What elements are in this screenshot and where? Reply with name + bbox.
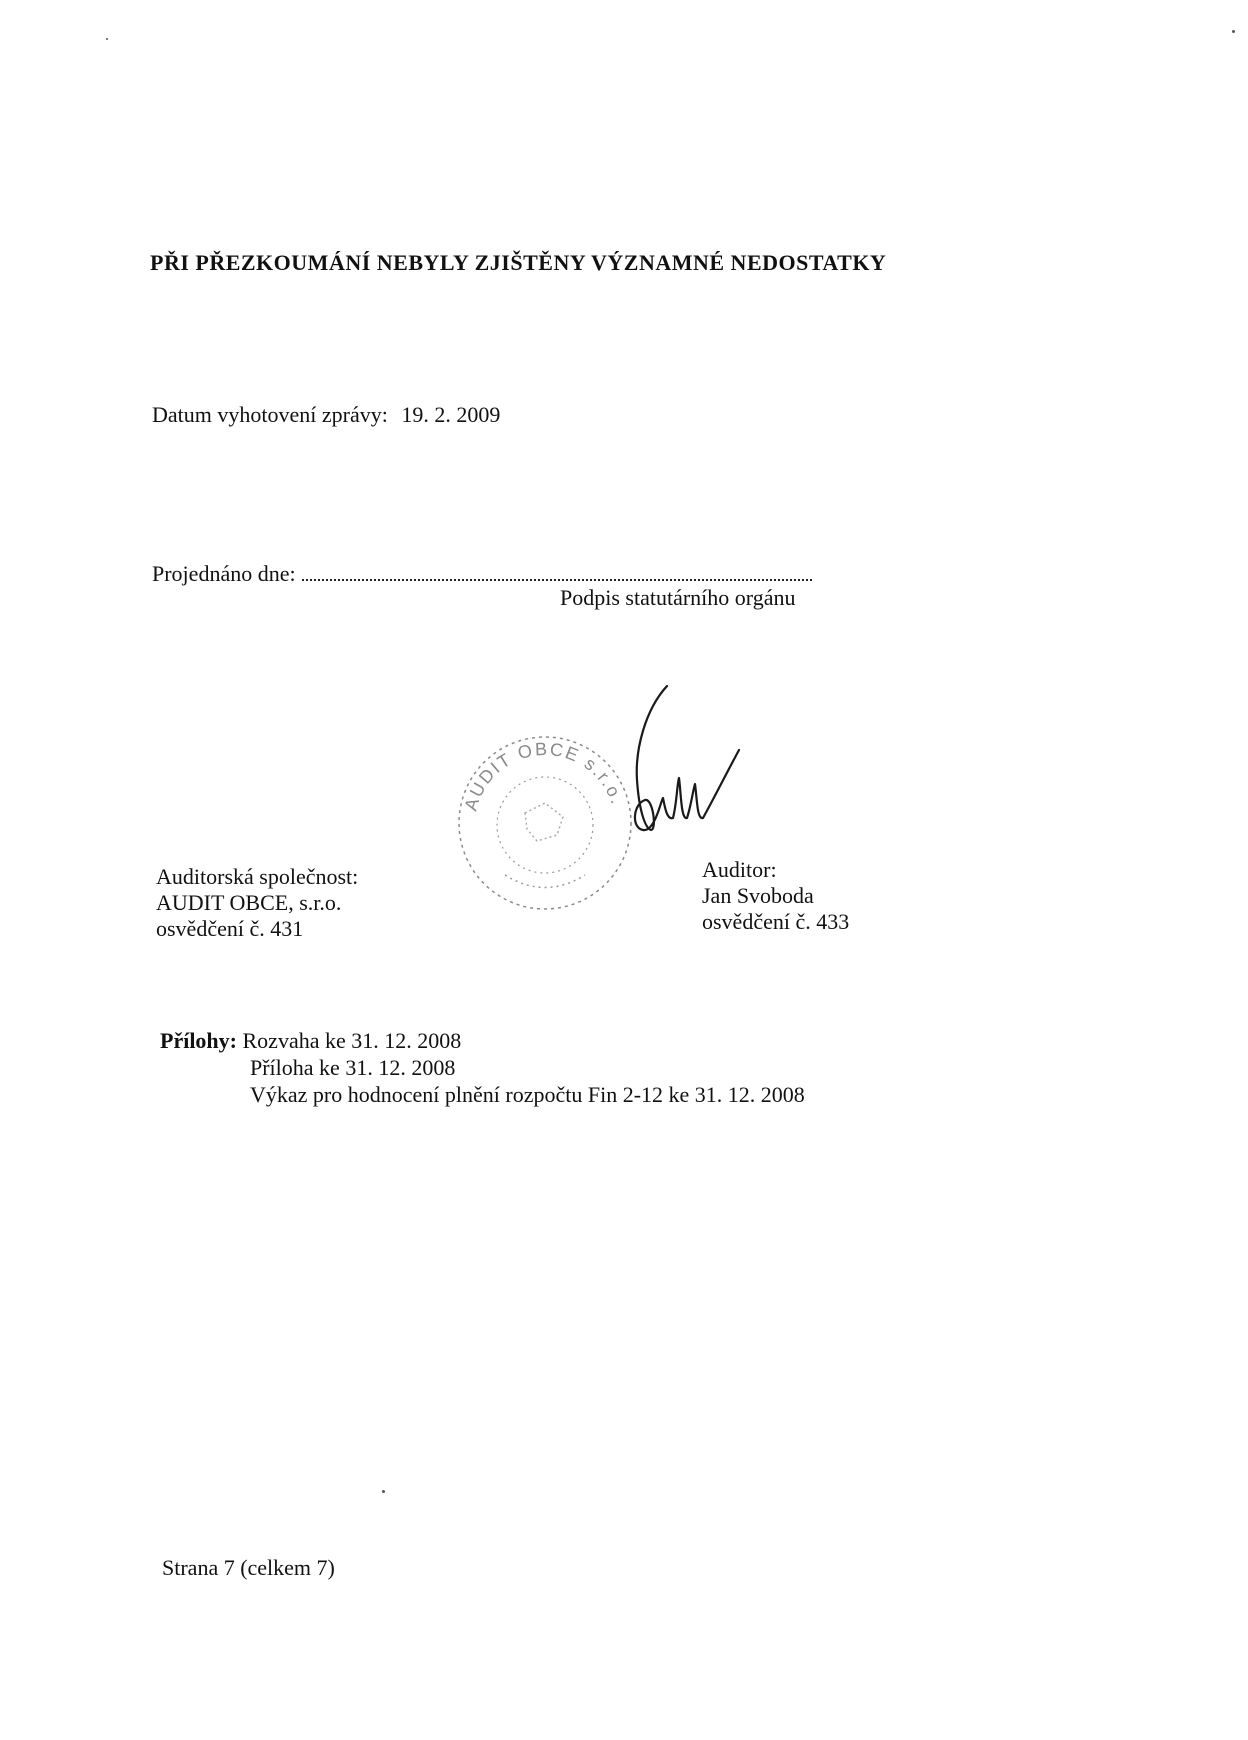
audit-company-block xyxy=(156,864,358,942)
svg-text:AUDIT OBCE s.r.o. xyxy=(461,739,628,813)
dotted-signature-line xyxy=(302,565,812,581)
report-date-value: 19. 2. 2009 xyxy=(401,402,501,427)
scan-speck xyxy=(1232,30,1235,33)
attachment-item: Příloha ke 31. 12. 2008 xyxy=(250,1055,456,1080)
stamp-text: AUDIT OBCE s.r.o. xyxy=(460,738,628,814)
page-number-footer: Strana 7 (celkem 7) xyxy=(162,1555,335,1580)
scan-speck xyxy=(106,38,108,40)
auditor-signature xyxy=(615,680,755,840)
auditor-certificate: osvědčení č. 433 xyxy=(702,909,850,934)
auditor-name: Jan Svoboda xyxy=(702,883,814,908)
attachment-item: Výkaz pro hodnocení plnění rozpočtu Fin 2-12 ke 31. 12. 2008 xyxy=(250,1082,805,1107)
company-certificate: osvědčení č. 431 xyxy=(156,916,304,941)
document-heading: PŘI PŘEZKOUMÁNÍ NEBYLY ZJIŠTĚNY VÝZNAMNÉ NEDOSTATKY xyxy=(150,250,887,275)
auditor-label: Auditor: xyxy=(702,857,777,882)
report-date-line xyxy=(152,402,500,428)
discussed-line xyxy=(152,561,812,587)
discussed-label: Projednáno dne: xyxy=(152,561,296,586)
attachment-item: Rozvaha ke 31. 12. 2008 xyxy=(242,1028,462,1053)
company-label: Auditorská společnost: xyxy=(156,864,359,889)
signature-caption: Podpis statutárního orgánu xyxy=(560,585,796,610)
attachments-label: Přílohy: xyxy=(160,1028,237,1053)
report-date-label: Datum vyhotovení zprávy: xyxy=(152,402,388,427)
company-name: AUDIT OBCE, s.r.o. xyxy=(156,890,342,915)
auditor-block xyxy=(702,857,849,935)
scan-speck xyxy=(382,1490,385,1493)
attachments-block xyxy=(160,1027,805,1108)
